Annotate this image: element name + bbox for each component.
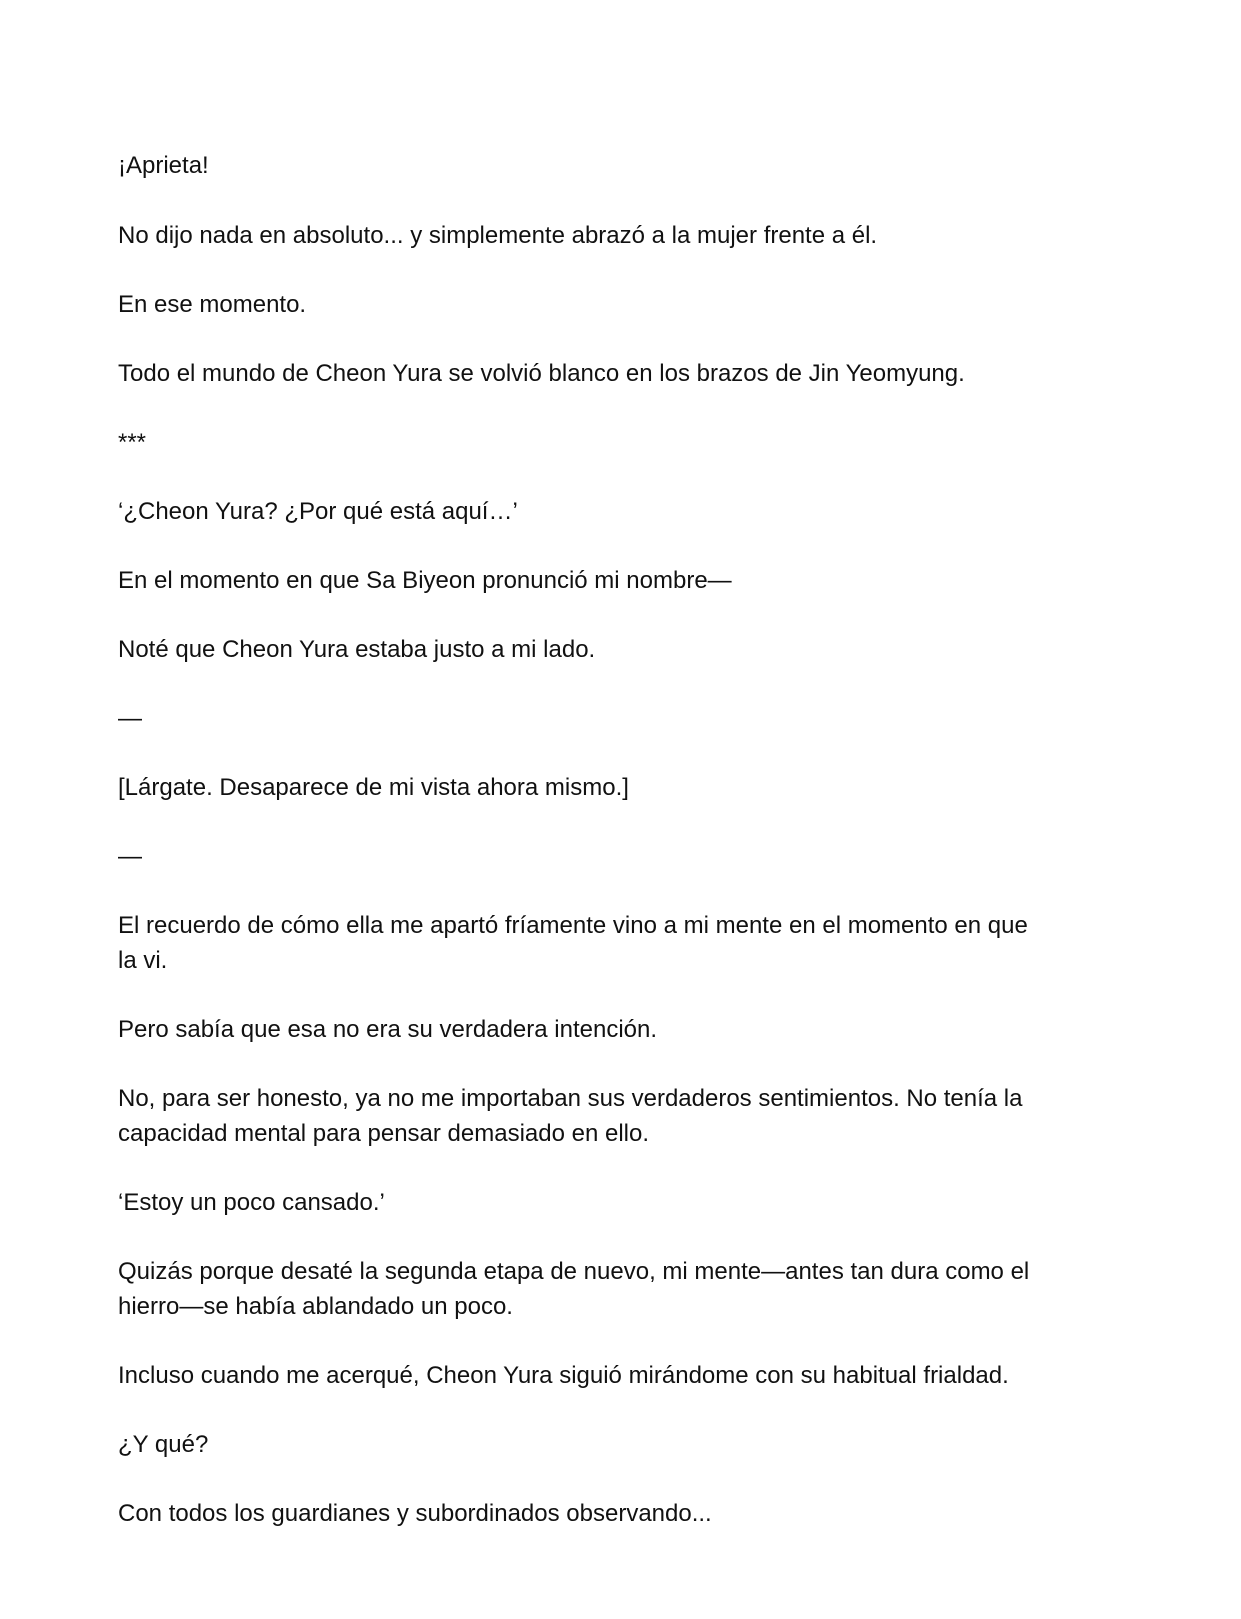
section-separator: ***	[118, 429, 147, 456]
text-line: ¿Y qué?	[118, 1431, 209, 1458]
text-line: Noté que Cheon Yura estaba justo a mi lado.	[118, 636, 596, 663]
text-line: Pero sabía que esa no era su verdadera intención.	[118, 1016, 658, 1043]
text-line: Con todos los guardianes y subordinados observando...	[118, 1500, 712, 1527]
text-line: ¡Aprieta!	[118, 152, 209, 179]
text-line: En ese momento.	[118, 291, 307, 318]
dash-separator: —	[118, 705, 142, 732]
text-line: En el momento en que Sa Biyeon pronunció mi nombre—	[118, 567, 732, 594]
text-line: capacidad mental para pensar demasiado en ello.	[118, 1120, 650, 1147]
text-line: [Lárgate. Desaparece de mi vista ahora mismo.]	[118, 774, 629, 801]
text-line: la vi.	[118, 947, 168, 974]
text-line: ‘Estoy un poco cansado.’	[118, 1189, 385, 1216]
dash-separator: —	[118, 843, 142, 870]
text-line: El recuerdo de cómo ella me apartó fríamente vino a mi mente en el momento en que	[118, 912, 1028, 939]
text-line: Quizás porque desaté la segunda etapa de nuevo, mi mente—antes tan dura como el	[118, 1258, 1030, 1285]
text-line: No dijo nada en absoluto... y simplemente abrazó a la mujer frente a él.	[118, 222, 878, 249]
text-line: Todo el mundo de Cheon Yura se volvió blanco en los brazos de Jin Yeomyung.	[118, 360, 965, 387]
text-line: hierro—se había ablandado un poco.	[118, 1293, 513, 1320]
text-line: Incluso cuando me acerqué, Cheon Yura siguió mirándome con su habitual frialdad.	[118, 1362, 1009, 1389]
text-line: ‘¿Cheon Yura? ¿Por qué está aquí…’	[118, 498, 518, 525]
text-line: No, para ser honesto, ya no me importaban sus verdaderos sentimientos. No tenía la	[118, 1085, 1023, 1112]
